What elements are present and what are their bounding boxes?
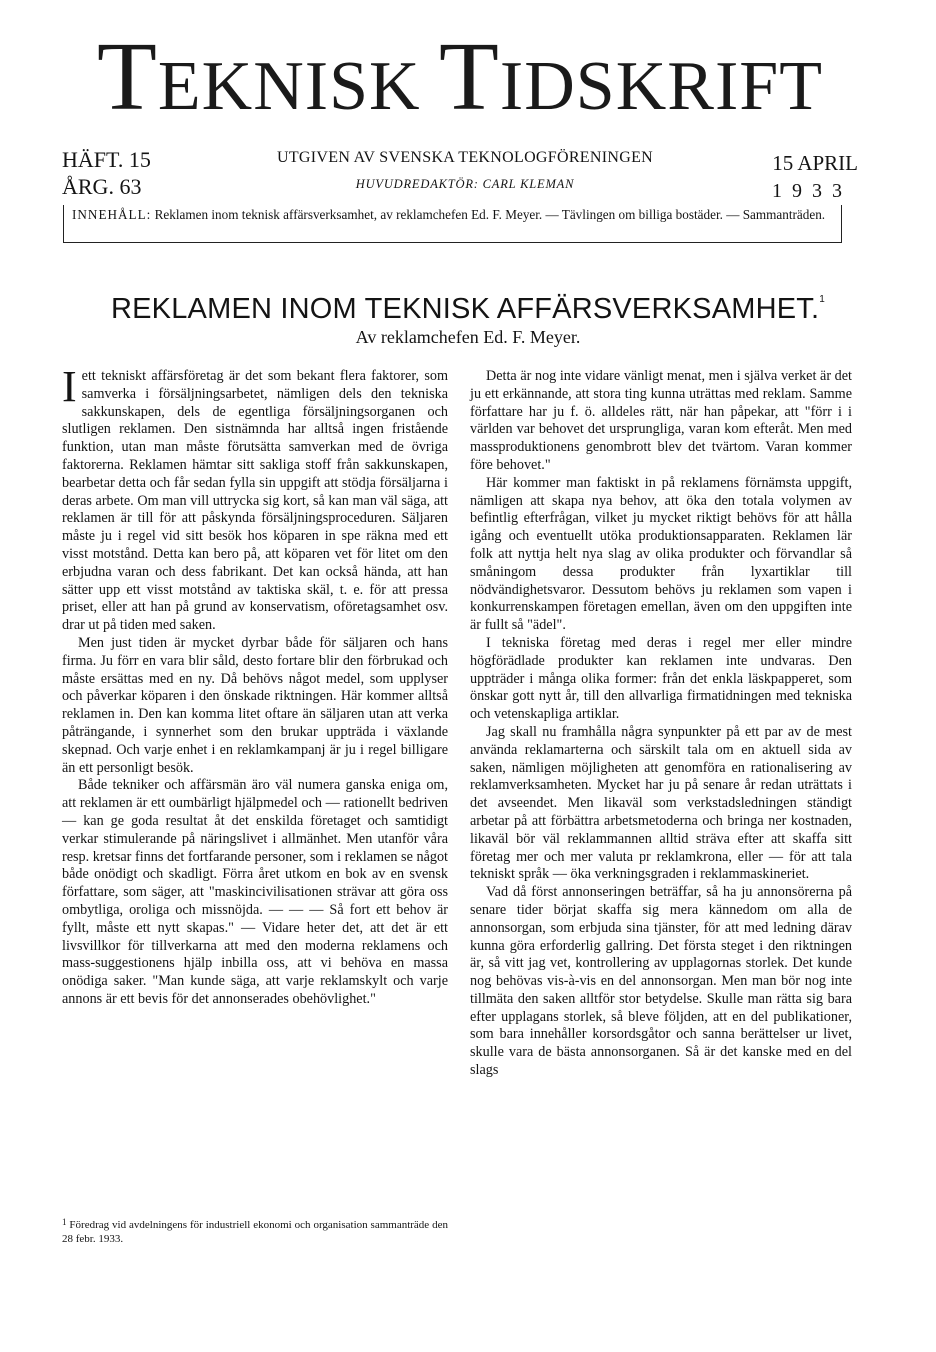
paragraph: Här kommer man faktiskt in på reklamens förnämsta uppgift, nämligen att skapa nya behov, att öka den totala volymen av befintlig efterfrågan, vilket ju mycket riktigt behövs för att hålla igång och eventuellt utöka produktionsapparaten. Reklamen lär folk att nyttja helt nya slag av olika produkter och förvandlar så småningom dessa produkter från lyxartiklar till nödvändighetsvaror. Dessutom behövs ju reklamen som vapen i konkurrenskampen företagen emellan, även om den uppgiften inte är fullt så "ädel". [470,474,852,634]
footnote-text: Föredrag vid avdelningens för industriell ekonomi och organisation sammanträde den 28 febr. 1933. [62,1219,448,1245]
publisher-line: UTGIVEN AV SVENSKA TEKNOLOGFÖRENINGEN [277,149,653,166]
drop-cap: I [62,362,77,411]
right-column [470,368,852,1080]
title-footnote-marker: 1 [819,294,825,305]
table-of-contents [63,205,842,243]
paragraph: Vad då först annonseringen beträffar, så ha ju annonsörerna på senare tider börjat skaffa sig mera kännedom om alla de annonsorgan, som erbjuda sina tjänster, för att med ledning därav kunna göra erforderlig gallring. Det första steget i den riktningen är, så vitt jag vet, kontrollering av upplagornas storlek. Det kunde nog behövas vis-à-vis en del annonsorgan. Men man bör nog inte tillmäta den saken alltför stor betydelse. Skulle man rätta sig bara efter upplagans storlek, så bleve följden, att en del publikationer, som bara innehåller korsordsgåtor och sanna berättelser ur livet, skulle vara de bästa annonsorganen. Så är det kanske med en del slags [470,884,852,1079]
paragraph: Men just tiden är mycket dyrbar både för säljaren och hans firma. Ju förr en vara blir såld, desto fortare blir den förbrukad och måste ersättas med en ny. Då behövs något medel, som upplyser och påverkar köparen i den önskade riktningen. Här kommer alltså reklamen in. Den kan komma litet oftare än säljaren utan att verka påträngande, i synnerhet som den brukar uppträda i växlande skepnad. Och varje enhet i en reklamkampanj är ju i regel billigare än ett personligt besök. [62,634,448,776]
left-column [62,362,448,1009]
paragraph: Både tekniker och affärsmän äro väl numera ganska eniga om, att reklamen är ett oumbärligt hjälpmedel och — rationellt bedriven — kan ge goda resultat åt det enskilda företaget och samtidigt verkar stimulerande på näringslivet i allmänhet. Men utanför våra resp. kretsar finns det fortfarande personer, som i reklamen se något både onödigt och skadligt. Förra året utkom en bok av en svensk författare, som säger, att "maskincivilisationen strävar att göra oss ombytliga, oroliga och missnöjda. — — — Så fort ett behov är fyllt, måste ett nytt skapas." — Vidare heter det, att det är ett livsvillkor för tillverkarna att med den moderna reklamens och mass-suggestionens hjälp inbilla oss, att vi behöva en massa onödiga saker. "Man kunde säga, att varje reklamskylt och varje annons är ett bevis för det annonserades obehövlighet." [62,777,448,1007]
article-byline: Av reklamchefen Ed. F. Meyer. [355,327,581,347]
masthead-title: TEKNISK TIDSKRIFT [97,23,823,131]
paragraph: Jag skall nu framhålla några synpunkter på ett par av de mest använda reklamarterna och särskilt tala om en aktuell sida av saken, nämligen möjligheten att genomföra en rationalisering av reklamverksamheten. Mycket har ju på senare år redan uträttats i det avseendet. Men likaväl som verkstadsledningen ständigt arbetar på att förbättra arbetsmetoderna och bringa ner kostnaden, likaväl bör väl reklammannen alltid sträva efter att skaffa sitt företag mer och mer valuta pr reklamkrona, eller — för att tala tekniskt språk — öka verkningsgraden i reklammaskineriet. [470,723,852,883]
volume-year: ÅRG. 63 [62,174,142,199]
footnote [62,1215,448,1246]
issue-date: 15 APRIL [772,151,858,175]
footnote-marker: 1 [62,1217,67,1227]
editor-line: HUVUDREDAKTÖR: CARL KLEMAN [355,177,575,191]
article-title: REKLAMEN INOM TEKNISK AFFÄRSVERKSAMHET.$^1$ [110,293,825,325]
contents-text: Reklamen inom teknisk affärsverksamhet, av reklamchefen Ed. F. Meyer. — Tävlingen om billiga bostäder. — Sammanträden. [154,207,826,222]
paragraph: Detta är nog inte vidare vänligt menat, men i själva verket är det ju ett erkännande, att stora ting kunna uträttas med reklam. Samme författare har ju f. ö. alldeles rätt, när han påpekar, att "förr i i världen var behovet det ursprungliga, varan kom efteråt. Men med massproduktionens genombrott blev det tvärtom. Varan kommer före behovet." [470,368,852,473]
paragraph: I tekniska företag med deras i regel mer eller mindre högförädlade produkter kan reklamen inte undvaras. Den uppträder i många olika former: från det enkla läskpapperet, som önskar gott nytt år, till den allvarliga firmatidningen med tekniska och vetenskapliga artiklar. [470,634,852,723]
issue-number: HÄFT. 15 [62,147,151,172]
issue-year: 1933 [772,180,852,202]
contents-label: INNEHÅLL: [72,207,152,222]
paragraph: Iett tekniskt affärsföretag är det som bekant flera faktorer, som samverka i försäljningsarbetet, nämligen dels den tekniska sakkunskapen, dels de egentliga försäljningsorganen och slutligen reklamen. Den sistnämnda har alltså ingen fristående funktion, utan man måste förutsätta samverkan med de övriga faktorerna. Reklamen hämtar sitt sakliga stoff från sakkunskapen, bearbetar detta och får sedan fylla sin uppgift att stödja försäljarna i deras arbete. Om man vill uttrycka sig kort, så kan man väl säga, att reklamen är till för att påskynda försäljningsproceduren. Säljaren måste ju i regel vid sitt besök hos köparen in spe räkna med ett visst motstånd. Detta kan bero på, att köparen vet för litet om den erbjudna varan och dess fabrikant. Det kan också hända, att han sätter upp ett visst motstånd av taktiska skäl, t. e. för att pressa priset, eller att han på grund av konservatism, oföretagsamhet osv. drar ut på tiden med saken. [62,362,448,634]
